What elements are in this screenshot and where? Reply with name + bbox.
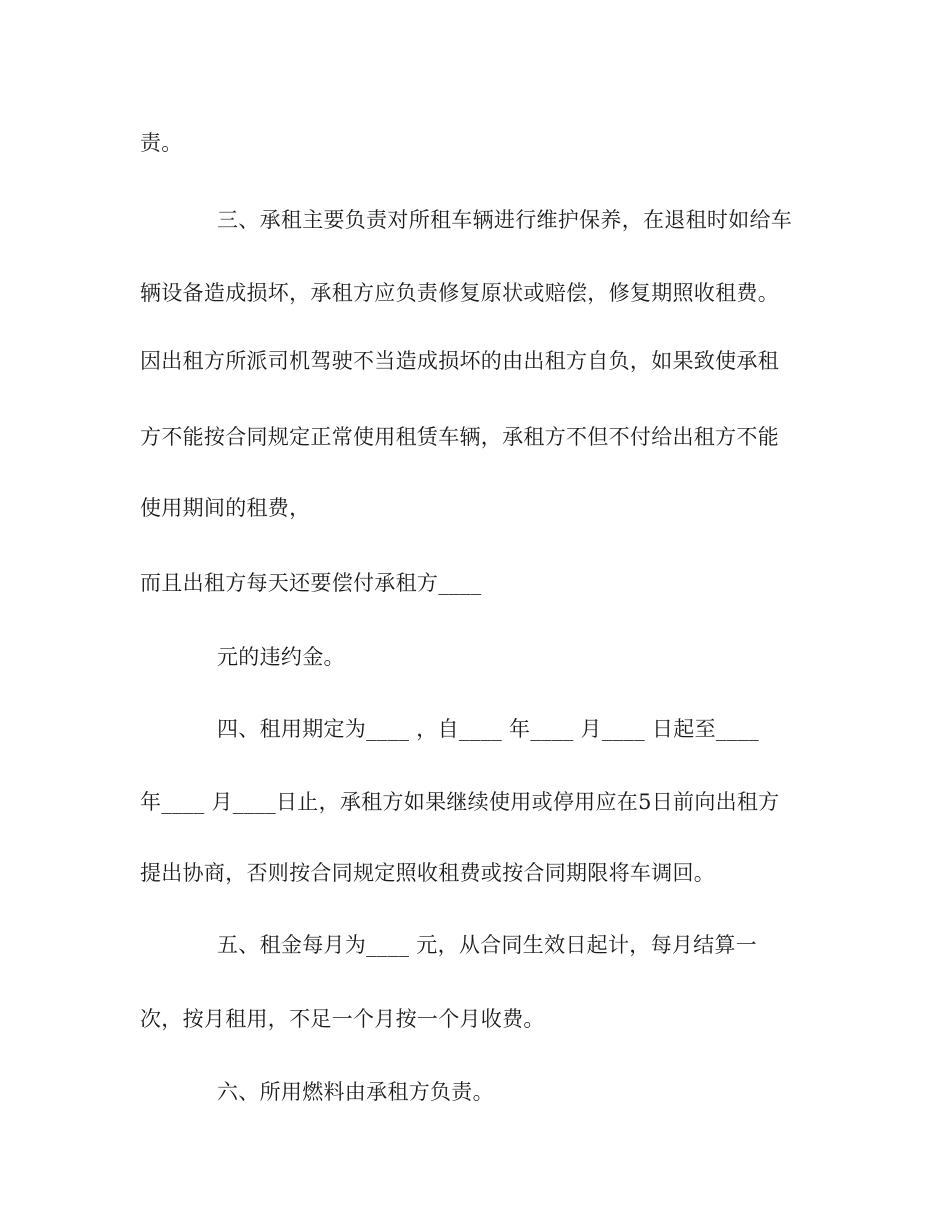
text-line: 使用期间的租费， <box>140 496 311 520</box>
clause-3-line: 三、承租主要负责对所租车辆进行维护保养，在退租时如给车 <box>217 208 793 232</box>
text-line: 责。 <box>140 131 183 155</box>
clause-5-line: 五、租金每月为____ 元，从合同生效日起计，每月结算一 <box>217 933 758 957</box>
text-line: 方不能按合同规定正常使用租赁车辆，承租方不但不付给出租方不能 <box>140 425 779 449</box>
clause-6-line: 六、所用燃料由承租方负责。 <box>217 1080 494 1104</box>
text-line: 而且出租方每天还要偿付承租方____ <box>140 571 482 595</box>
text-line: 因出租方所派司机驾驶不当造成损坏的由出租方自负，如果致使承租 <box>140 349 779 373</box>
text-line: 年____ 月____日止，承租方如果继续使用或停用应在5日前向出租方 <box>140 790 780 814</box>
text-line: 辆设备造成损坏，承租方应负责修复原状或赔偿，修复期照收租费。 <box>140 281 779 305</box>
text-line: 次，按月租用，不足一个月按一个月收费。 <box>140 1007 545 1031</box>
clause-4-line: 四、租用期定为____ ，自____ 年____ 月____ 日起至____ <box>217 717 760 741</box>
text-line: 提出协商，否则按合同规定照收租费或按合同期限将车调回。 <box>140 861 716 885</box>
text-line: 元的违约金。 <box>217 645 345 669</box>
